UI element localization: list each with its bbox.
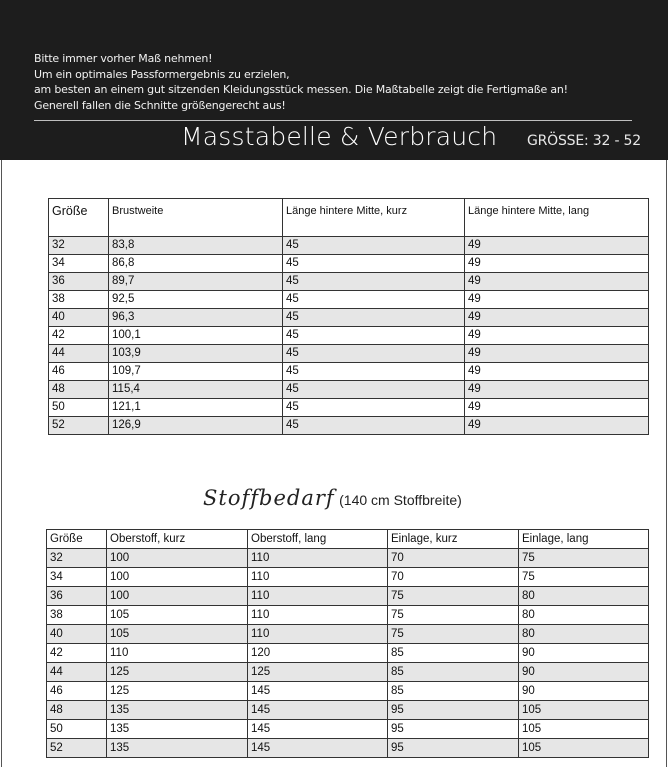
table-cell: 49 — [465, 237, 649, 255]
table-cell: 45 — [283, 255, 465, 273]
table-cell: 83,8 — [109, 237, 283, 255]
table-cell: 126,9 — [109, 417, 283, 435]
table-cell: 110 — [248, 625, 388, 644]
table-cell: 145 — [248, 701, 388, 720]
table-cell: 80 — [519, 606, 649, 625]
table-row — [47, 701, 649, 720]
table-cell: 34 — [47, 568, 107, 587]
table-cell: 95 — [388, 720, 519, 739]
table-cell: 110 — [248, 549, 388, 568]
table-cell: 100 — [107, 549, 248, 568]
intro-text — [34, 51, 568, 114]
table-row — [49, 399, 649, 417]
table-cell: 34 — [49, 255, 109, 273]
intro-line: Generell fallen die Schnitte größengerecht aus! — [34, 99, 286, 113]
table-cell: 100,1 — [109, 327, 283, 345]
table-cell: 109,7 — [109, 363, 283, 381]
table-cell: 36 — [47, 587, 107, 606]
table-cell: 125 — [107, 682, 248, 701]
table-cell: 135 — [107, 701, 248, 720]
table-cell: 96,3 — [109, 309, 283, 327]
table-row — [49, 255, 649, 273]
table-cell: 45 — [283, 399, 465, 417]
table-row — [47, 549, 649, 568]
table-cell: 46 — [49, 363, 109, 381]
table-cell: 44 — [49, 345, 109, 363]
table-cell: 48 — [47, 701, 107, 720]
table-row — [47, 587, 649, 606]
table-cell: 75 — [388, 606, 519, 625]
table-cell: 38 — [49, 291, 109, 309]
table-cell: 42 — [47, 644, 107, 663]
table-cell: 105 — [519, 720, 649, 739]
table-cell: 90 — [519, 682, 649, 701]
table-cell: 45 — [283, 363, 465, 381]
table-row — [49, 291, 649, 309]
table-cell: 45 — [283, 237, 465, 255]
table-cell: 49 — [465, 291, 649, 309]
table-cell: 125 — [107, 663, 248, 682]
column-header: Größe — [47, 530, 107, 549]
header-divider — [34, 120, 632, 121]
table-cell: 45 — [283, 327, 465, 345]
table-cell: 46 — [47, 682, 107, 701]
table-cell: 70 — [388, 568, 519, 587]
table-cell: 135 — [107, 720, 248, 739]
table-cell: 105 — [107, 625, 248, 644]
table-cell: 49 — [465, 363, 649, 381]
column-header: Oberstoff, kurz — [107, 530, 248, 549]
table-row — [49, 327, 649, 345]
table-cell: 52 — [47, 739, 107, 758]
table-cell: 49 — [465, 255, 649, 273]
table-cell: 45 — [283, 417, 465, 435]
intro-line: am besten an einem gut sitzenden Kleidungsstück messen. Die Maßtabelle zeigt die Fertigmaße an! — [34, 83, 568, 97]
intro-line: Bitte immer vorher Maß nehmen! — [34, 52, 213, 65]
table-cell: 49 — [465, 399, 649, 417]
header-banner — [0, 0, 668, 160]
table-cell: 44 — [47, 663, 107, 682]
fabric-heading — [203, 486, 462, 510]
table-cell: 70 — [388, 549, 519, 568]
table-cell: 75 — [388, 587, 519, 606]
table-row — [49, 309, 649, 327]
table-cell: 95 — [388, 739, 519, 758]
table-cell: 49 — [465, 309, 649, 327]
column-header: Länge hintere Mitte, kurz — [283, 199, 465, 237]
column-header: Brustweite — [109, 199, 283, 237]
table-cell: 45 — [283, 309, 465, 327]
table-row — [49, 345, 649, 363]
table-cell: 49 — [465, 273, 649, 291]
table-row — [47, 739, 649, 758]
measurement-table — [48, 198, 649, 435]
table-cell: 36 — [49, 273, 109, 291]
table-row — [49, 363, 649, 381]
table-cell: 120 — [248, 644, 388, 663]
column-header: Einlage, kurz — [388, 530, 519, 549]
size-range-label: GRÖSSE: 32 - 52 — [527, 133, 641, 149]
table-row — [47, 720, 649, 739]
table-row — [49, 417, 649, 435]
table-cell: 103,9 — [109, 345, 283, 363]
table-row — [47, 568, 649, 587]
table-row — [47, 682, 649, 701]
table-cell: 75 — [519, 568, 649, 587]
table-cell: 49 — [465, 345, 649, 363]
table-cell: 75 — [388, 625, 519, 644]
table-cell: 85 — [388, 663, 519, 682]
table-cell: 125 — [248, 663, 388, 682]
table-cell: 85 — [388, 682, 519, 701]
table-cell: 49 — [465, 381, 649, 399]
table-cell: 80 — [519, 625, 649, 644]
table-cell: 50 — [47, 720, 107, 739]
table-row — [49, 273, 649, 291]
table-cell: 49 — [465, 417, 649, 435]
table-cell: 90 — [519, 663, 649, 682]
table-cell: 45 — [283, 291, 465, 309]
table-row — [47, 644, 649, 663]
table-cell: 110 — [248, 606, 388, 625]
table-cell: 145 — [248, 739, 388, 758]
table-cell: 42 — [49, 327, 109, 345]
table-row — [49, 381, 649, 399]
table-row — [47, 625, 649, 644]
table-cell: 110 — [248, 568, 388, 587]
table-cell: 110 — [107, 644, 248, 663]
column-header: Oberstoff, lang — [248, 530, 388, 549]
table-cell: 50 — [49, 399, 109, 417]
table-row — [47, 606, 649, 625]
table-cell: 45 — [283, 381, 465, 399]
table-cell: 145 — [248, 720, 388, 739]
table-cell: 90 — [519, 644, 649, 663]
table-cell: 135 — [107, 739, 248, 758]
table-row — [49, 237, 649, 255]
table-cell: 52 — [49, 417, 109, 435]
table-cell: 40 — [49, 309, 109, 327]
table-cell: 40 — [47, 625, 107, 644]
table-cell: 121,1 — [109, 399, 283, 417]
table-cell: 75 — [519, 549, 649, 568]
column-header: Länge hintere Mitte, lang — [465, 199, 649, 237]
table-cell: 100 — [107, 587, 248, 606]
table-cell: 49 — [465, 327, 649, 345]
table-cell: 89,7 — [109, 273, 283, 291]
table-cell: 32 — [49, 237, 109, 255]
table-cell: 100 — [107, 568, 248, 587]
table-cell: 92,5 — [109, 291, 283, 309]
intro-line: Um ein optimales Passformergebnis zu erzielen, — [34, 67, 290, 81]
table-header-row — [49, 199, 649, 237]
table-cell: 45 — [283, 273, 465, 291]
table-cell: 80 — [519, 587, 649, 606]
table-cell: 85 — [388, 644, 519, 663]
table-cell: 105 — [519, 701, 649, 720]
table-cell: 105 — [519, 739, 649, 758]
fabric-heading-subtitle: (140 cm Stoffbreite) — [339, 492, 462, 508]
fabric-heading-title: Stoffbedarf — [203, 486, 335, 510]
table-cell: 86,8 — [109, 255, 283, 273]
page-title: Masstabelle & Verbrauch — [181, 122, 498, 151]
column-header: Einlage, lang — [519, 530, 649, 549]
table-cell: 45 — [283, 345, 465, 363]
table-cell: 38 — [47, 606, 107, 625]
column-header: Größe — [49, 199, 109, 237]
table-cell: 145 — [248, 682, 388, 701]
table-row — [47, 663, 649, 682]
fabric-requirement-table — [46, 529, 649, 758]
table-cell: 48 — [49, 381, 109, 399]
table-cell: 105 — [107, 606, 248, 625]
table-header-row — [47, 530, 649, 549]
table-cell: 32 — [47, 549, 107, 568]
table-cell: 115,4 — [109, 381, 283, 399]
table-cell: 95 — [388, 701, 519, 720]
table-cell: 110 — [248, 587, 388, 606]
